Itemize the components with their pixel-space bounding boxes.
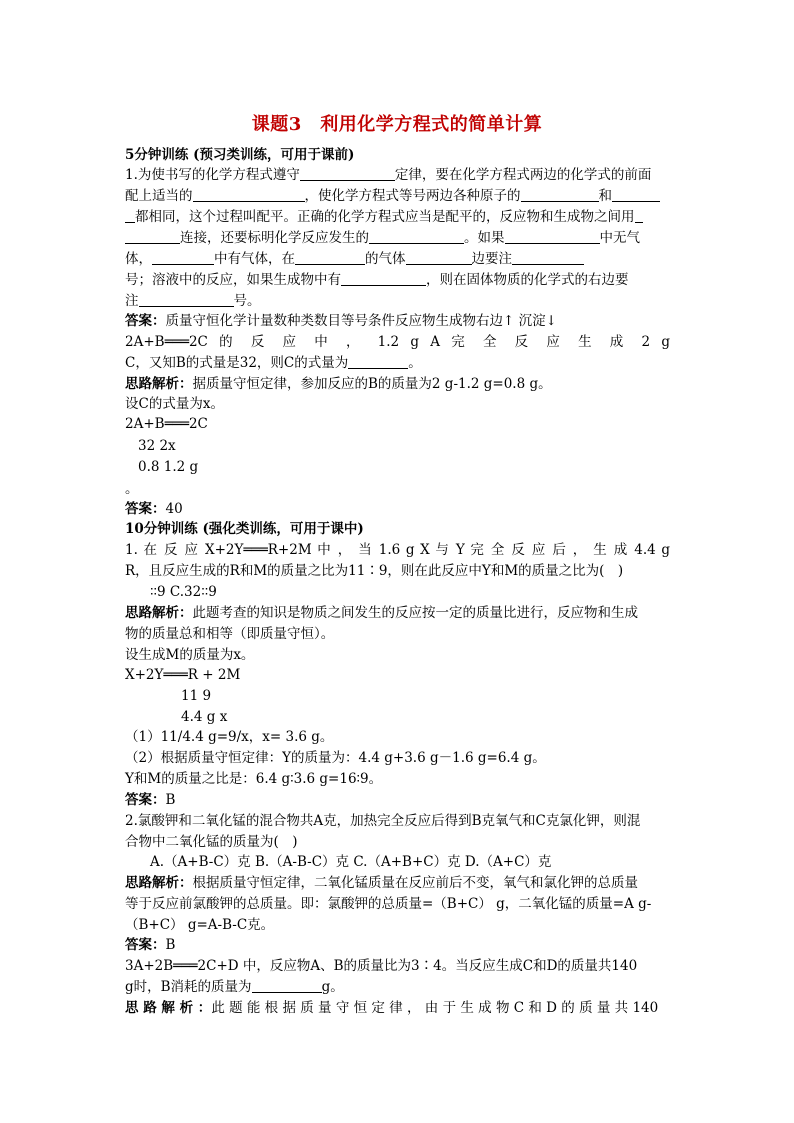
question-line: R，且反应生成的R和M的质量之比为11∶9，则在此反应中Y和M的质量之比为( ) <box>125 563 624 579</box>
options-line: ∶∶9 C.32∶∶9 <box>150 584 217 600</box>
fill-blank <box>300 166 395 181</box>
question-line <box>125 977 670 997</box>
question-line <box>125 186 670 206</box>
text-segment: 配上适当的 <box>125 188 193 204</box>
analysis-label: 思路解析： <box>125 376 193 392</box>
text-segment: 中无气 <box>599 230 640 246</box>
answer-text: 质量守恒化学计量数种类数目等号条件反应物生成物右边↑ 沉淀↓ <box>165 313 557 329</box>
fill-blank <box>635 208 643 223</box>
text-segment: ，则在固体物质的化学式的右边要 <box>426 272 629 288</box>
question-line <box>125 228 670 248</box>
fill-blank <box>295 250 365 265</box>
fill-blank <box>152 250 214 265</box>
answer-text: 40 <box>165 501 183 517</box>
text-line: 设生成M的质量为x。 <box>125 647 255 663</box>
text-segment: 定律，要在化学方程式两边的化学式的前面 <box>394 167 652 183</box>
answer-label: 答案： <box>125 501 166 517</box>
question-line: 合物中二氧化锰的质量为( ) <box>125 834 298 850</box>
fill-blank <box>369 229 464 244</box>
text-segment: 体， <box>125 251 152 267</box>
fill-blank <box>125 229 180 244</box>
step-line: （1）11/4.4 g=9/x，x= 3.6 g。 <box>125 729 334 745</box>
question-line <box>125 270 670 290</box>
question-line: 3A+2B═══2C+D 中，反应物A、B的质量比为3∶4。当反应生成C和D的质量共140 <box>125 958 638 974</box>
text-segment: g时，B消耗的质量为 <box>125 979 252 995</box>
text-segment: 连接，还要标明化学反应发生的 <box>180 230 369 246</box>
fill-blank <box>505 229 600 244</box>
equation-line: 。 <box>125 481 139 497</box>
fill-blank <box>139 292 234 307</box>
text-segment: 注 <box>125 293 139 309</box>
page-title: 课题3 利用化学方程式的简单计算 <box>251 114 543 135</box>
answer-label: 答案： <box>125 792 166 808</box>
question-line: 2.氯酸钾和二氧化锰的混合物共A克，加热完全反应后得到B克氧气和C克氯化钾，则混 <box>125 813 641 829</box>
text-segment: 边要注 <box>471 251 512 267</box>
analysis-text: 据质量守恒定律，参加反应的B的质量为2 g-1.2 g=0.8 g。 <box>192 376 552 392</box>
equation-line: 4.4 g x <box>181 709 228 725</box>
answer-line <box>125 311 670 331</box>
equation-line: 32 2x <box>138 438 176 454</box>
analysis-label: 思 路 解 析 ： <box>125 1000 212 1016</box>
text-line: Y和M的质量之比是：6.4 g∶3.6 g=16∶9。 <box>125 771 383 787</box>
text-segment: C，又知B的式量是32，则C的式量为 <box>125 355 349 371</box>
answer-text: B <box>165 937 176 953</box>
answer-label: 答案： <box>125 313 166 329</box>
answer-text: B <box>165 792 176 808</box>
text-segment: 和 <box>598 188 612 204</box>
fill-blank <box>341 271 426 286</box>
fill-blank <box>348 354 408 369</box>
text-segment: 。 <box>408 355 422 371</box>
question-line <box>125 207 670 227</box>
text-segment: 号。 <box>233 293 261 309</box>
analysis-line: （B+C） g=A-B-C克。 <box>125 917 275 933</box>
fill-blank <box>521 187 599 202</box>
fill-blank <box>406 250 472 265</box>
text-segment: 。如果 <box>464 230 505 246</box>
equation-line: X+2Y═══R + 2M <box>125 667 241 683</box>
text-segment: 的气体 <box>365 251 406 267</box>
text-segment: 1.为使书写的化学方程式遵守 <box>125 167 300 183</box>
text-line: 设C的式量为x。 <box>125 396 224 412</box>
text-segment: 号；溶液中的反应，如果生成物中有 <box>125 272 341 288</box>
question-line <box>125 165 670 185</box>
analysis-line <box>125 998 670 1018</box>
analysis-text: 根据质量守恒定律，二氧化锰质量在反应前后不变，氧气和氯化钾的总质量 <box>192 875 638 891</box>
fill-blank <box>193 187 305 202</box>
question-line <box>125 353 670 373</box>
question-line: 2A+B═══2C 的 反 应 中 ， 1.2 g A 完 全 反 应 生 成 2 g <box>125 334 670 350</box>
equation-line: 11 9 <box>181 688 212 704</box>
analysis-text: 此题考查的知识是物质之间发生的反应按一定的质量比进行，反应物和生成 <box>192 605 638 621</box>
text-segment: 中有气体，在 <box>214 251 295 267</box>
fill-blank <box>125 208 135 223</box>
analysis-line <box>125 873 670 893</box>
text-segment: g。 <box>321 979 344 995</box>
answer-line <box>125 499 670 519</box>
section-heading-practice: 10分钟训练 (强化类训练，可用于课中) <box>125 521 364 537</box>
analysis-line: 等于反应前氯酸钾的总质量。即：氯酸钾的总质量=（B+C） g，二氧化锰的质量=A g- <box>125 896 652 912</box>
analysis-label: 思路解析： <box>125 875 193 891</box>
equation-line: 2A+B═══2C <box>125 416 208 432</box>
analysis-line <box>125 603 670 623</box>
equation-line: 0.8 1.2 g <box>138 459 199 475</box>
fill-blank <box>512 250 584 265</box>
analysis-text: 此 题 能 根 据 质 量 守 恒 定 律 ， 由 于 生 成 物 C 和 D 的 质 量 共 140 <box>211 1000 659 1016</box>
analysis-line: 物的质量总和相等（即质量守恒）。 <box>125 626 335 642</box>
step-line: （2）根据质量守恒定律：Y的质量为：4.4 g+3.6 g－1.6 g=6.4 g。 <box>125 750 546 766</box>
answer-label: 答案： <box>125 937 166 953</box>
answer-line <box>125 935 670 955</box>
question-line: 1. 在 反 应 X+2Y═══R+2M 中 ， 当 1.6 g X 与 Y 完 全 反 应 后 ， 生 成 4.4 g <box>125 542 670 558</box>
analysis-label: 思路解析： <box>125 605 193 621</box>
question-line <box>125 249 670 269</box>
fill-blank <box>612 187 660 202</box>
section-heading-preview: 5分钟训练 (预习类训练，可用于课前) <box>125 147 355 163</box>
options-line: A.（A+B-C）克 B.（A-B-C）克 C.（A+B+C）克 D.（A+C）克 <box>150 854 552 870</box>
analysis-line <box>125 374 670 394</box>
question-line <box>125 291 670 311</box>
text-segment: 都相同，这个过程叫配平。正确的化学方程式应当是配平的，反应物和生成物之间用 <box>135 209 635 225</box>
answer-line <box>125 790 670 810</box>
text-segment: ，使化学方程式等号两边各种原子的 <box>304 188 521 204</box>
fill-blank <box>252 978 322 993</box>
